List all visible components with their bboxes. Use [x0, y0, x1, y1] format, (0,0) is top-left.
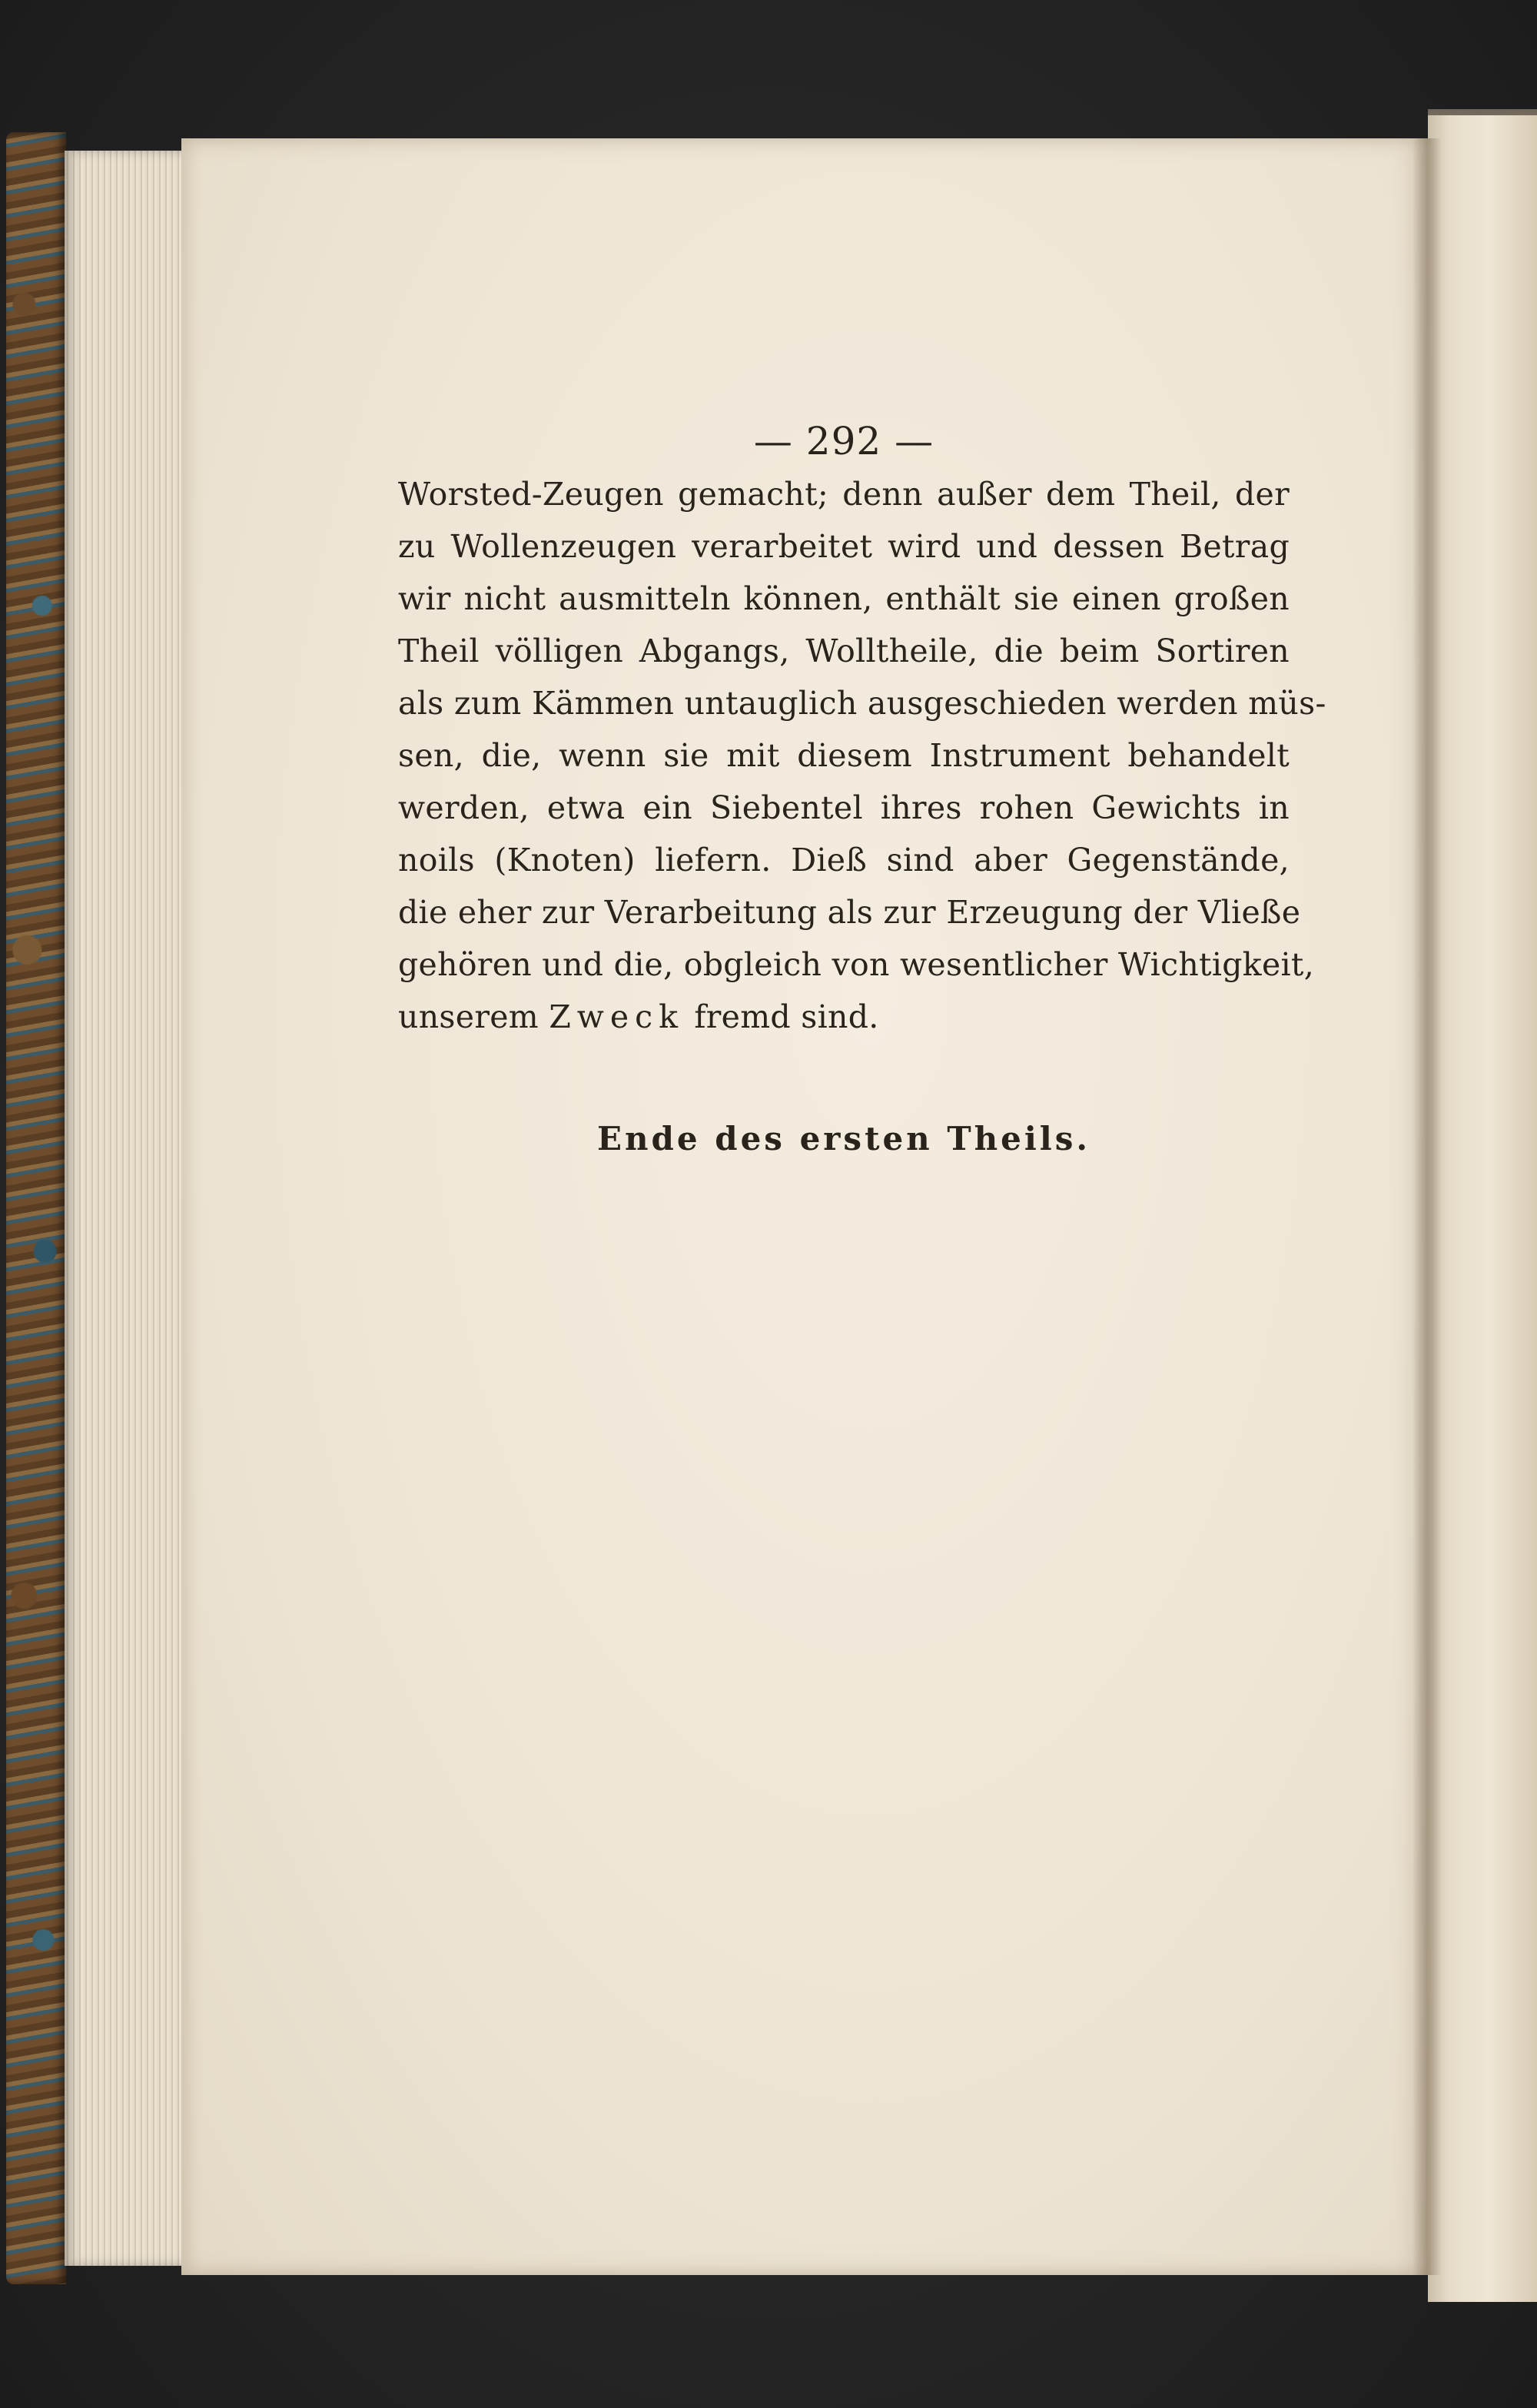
text-line: Worsted-Zeugen gemacht; denn außer dem Theil, der	[398, 476, 1290, 513]
text-line: die eher zur Verarbeitung als zur Erzeugung der Vließe	[398, 894, 1301, 931]
text-line: gehören und die, obgleich von wesentlicher Wichtigkeit,	[398, 946, 1315, 983]
page-text-block	[398, 419, 1326, 1158]
page-gutter	[1413, 138, 1442, 2275]
text-line: als zum Kämmen untauglich ausgeschieden werden müs-	[398, 685, 1326, 722]
text-line: werden, etwa ein Siebentel ihres rohen Gewichts in	[398, 789, 1290, 826]
text-line: Theil völligen Abgangs, Wolltheile, die beim Sortiren	[398, 633, 1290, 669]
page-stack-edges	[65, 151, 188, 2266]
text-line: sen, die, wenn sie mit diesem Instrument behandelt	[398, 737, 1290, 774]
text-line-last	[398, 991, 1290, 1043]
end-of-part-note: Ende des ersten Theils.	[596, 1120, 1091, 1158]
marbled-cover-left	[6, 132, 66, 2284]
page-number: — 292 —	[753, 419, 934, 463]
text-line: noils (Knoten) liefern. Dieß sind aber Gegenstände,	[398, 842, 1290, 879]
emphasized-word: Zweck	[549, 998, 684, 1035]
text-fragment: fremd sind.	[694, 998, 879, 1035]
text-line: wir nicht ausmitteln können, enthält sie einen großen	[398, 580, 1290, 617]
facing-cover-right	[1428, 115, 1537, 2302]
text-fragment: unserem	[398, 998, 539, 1035]
text-line: zu Wollenzeugen verarbeitet wird und dessen Betrag	[398, 528, 1290, 565]
